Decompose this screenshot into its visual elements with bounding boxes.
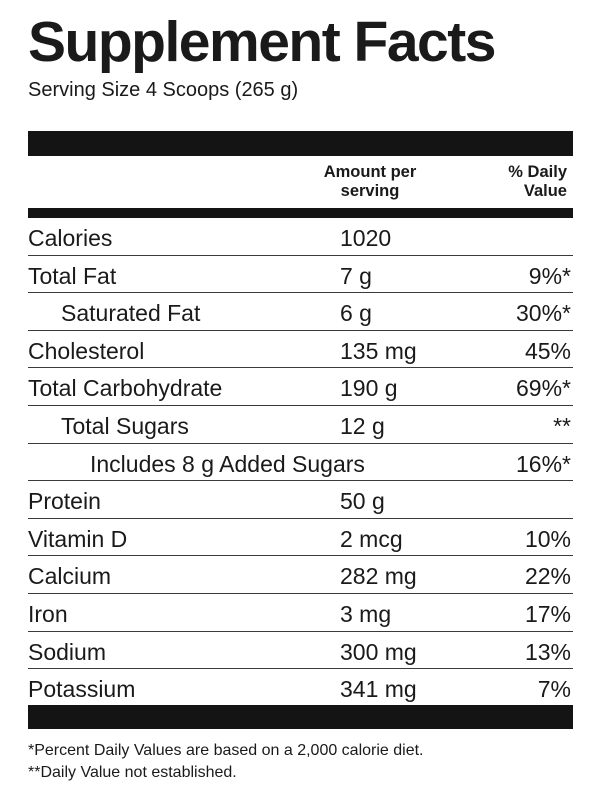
nutrient-row-iron <box>28 594 573 632</box>
nutrient-amount: 7 g <box>340 262 372 289</box>
nutrient-daily-value: 10% <box>524 525 571 552</box>
nutrient-amount: 12 g <box>340 412 385 439</box>
nutrient-row-saturated-fat <box>28 293 573 331</box>
nutrient-name: Total Fat <box>28 262 117 289</box>
nutrient-rows <box>28 218 573 707</box>
nutrient-row-calories <box>28 218 573 256</box>
nutrient-daily-value: 9%* <box>528 262 571 289</box>
nutrient-row-cholesterol <box>28 331 573 369</box>
nutrient-daily-value: 16%* <box>516 450 571 477</box>
nutrient-row-calcium <box>28 556 573 594</box>
footnotes <box>28 740 424 784</box>
nutrient-name: Total Sugars <box>61 412 189 439</box>
nutrient-row-potassium <box>28 669 573 707</box>
nutrient-name: Protein <box>28 488 101 515</box>
nutrient-row-sodium <box>28 632 573 670</box>
nutrient-daily-value: 7% <box>537 676 571 703</box>
nutrient-row-added-sugars <box>28 444 573 482</box>
nutrient-amount: 190 g <box>340 375 398 402</box>
thick-divider-top <box>28 131 573 156</box>
nutrient-row-total-sugars <box>28 406 573 444</box>
nutrient-amount: 50 g <box>340 488 385 515</box>
nutrient-amount: 341 mg <box>340 676 417 703</box>
nutrient-name: Iron <box>28 600 68 627</box>
column-header-row <box>28 163 573 207</box>
nutrient-amount: 3 mg <box>340 600 392 627</box>
nutrient-name: Saturated Fat <box>61 300 201 327</box>
thick-divider-bottom <box>28 705 573 729</box>
thick-divider-middle <box>28 208 573 218</box>
nutrient-daily-value: 17% <box>524 600 571 627</box>
footnote-daily-values: *Percent Daily Values are based on a 2,000 calorie diet. <box>28 742 424 759</box>
nutrient-row-vitamin-d <box>28 519 573 557</box>
nutrient-row-protein <box>28 481 573 519</box>
nutrient-amount: 282 mg <box>340 563 417 590</box>
nutrient-daily-value: 30%* <box>516 300 571 327</box>
serving-size: Serving Size 4 Scoops (265 g) <box>28 79 299 101</box>
nutrient-daily-value: 22% <box>524 563 571 590</box>
amount-header-line2: serving <box>340 182 400 200</box>
nutrient-name: Includes 8 g Added Sugars <box>90 450 365 477</box>
nutrient-name: Sodium <box>28 638 106 665</box>
nutrient-name: Total Carbohydrate <box>28 375 223 402</box>
nutrient-daily-value: 45% <box>524 337 571 364</box>
amount-header-line1: Amount per <box>323 163 417 181</box>
dv-header-line1: % Daily <box>508 163 567 181</box>
footnote-not-established: **Daily Value not established. <box>28 764 237 781</box>
dv-header-line2: Value <box>523 182 567 200</box>
nutrient-amount: 2 mcg <box>340 525 403 552</box>
nutrient-name: Potassium <box>28 676 136 703</box>
nutrient-amount: 6 g <box>340 300 372 327</box>
nutrient-daily-value: 69%* <box>516 375 571 402</box>
panel-title: Supplement Facts <box>28 10 495 74</box>
nutrient-amount: 135 mg <box>340 337 417 364</box>
nutrient-name: Calcium <box>28 563 112 590</box>
nutrient-row-total-fat <box>28 256 573 294</box>
nutrient-daily-value: 13% <box>524 638 571 665</box>
daily-value-header <box>508 163 567 201</box>
nutrient-daily-value: ** <box>553 412 571 439</box>
amount-per-serving-header <box>315 163 425 201</box>
nutrient-name: Vitamin D <box>28 525 128 552</box>
nutrient-amount: 300 mg <box>340 638 417 665</box>
nutrient-amount: 1020 <box>340 225 392 251</box>
nutrient-name: Calories <box>28 225 113 251</box>
nutrient-row-total-carbohydrate <box>28 368 573 406</box>
nutrient-name: Cholesterol <box>28 337 145 364</box>
